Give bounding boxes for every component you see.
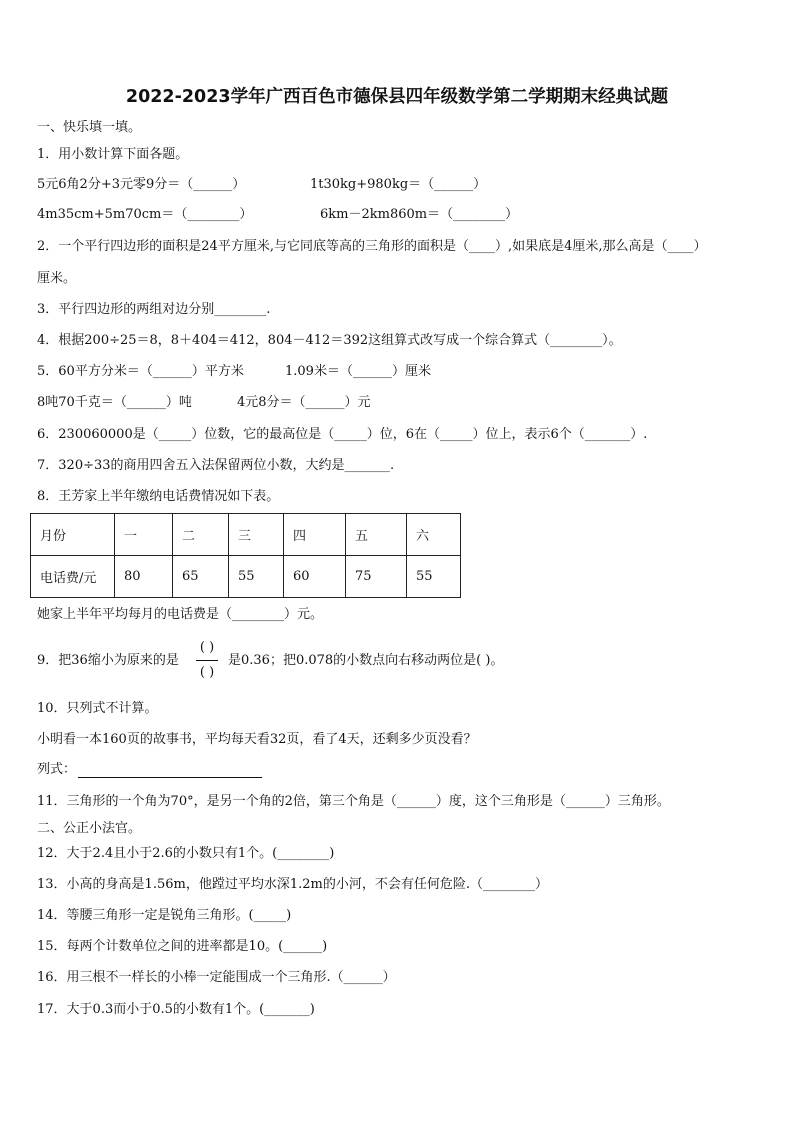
section-heading-judge: 二、公正小法官。 bbox=[37, 821, 142, 836]
question-1c: 4m35cm+5m70cm＝（________） bbox=[37, 207, 253, 222]
question-13: 13．小高的身高是1.56m，他蹚过平均水深1.2m的小河，不会有任何危险.（________） bbox=[37, 877, 548, 892]
question-9-suffix: 是0.36；把0.078的小数点向右移动两位是( )。 bbox=[228, 653, 504, 668]
question-2-line2: 厘米。 bbox=[37, 271, 77, 286]
table-header-row bbox=[31, 514, 461, 556]
question-8-followup: 她家上半年平均每月的电话费是（________）元。 bbox=[37, 607, 324, 622]
section-heading-fill-in: 一、快乐填一填。 bbox=[37, 120, 142, 135]
table-cell: 55 bbox=[229, 556, 284, 598]
table-cell: 电话费/元 bbox=[31, 556, 115, 598]
fraction-blank bbox=[193, 639, 221, 683]
fraction-denominator: ( ) bbox=[199, 665, 215, 680]
question-10-stem: 10．只列式不计算。 bbox=[37, 701, 158, 716]
question-10-problem: 小明看一本160页的故事书，平均每天看32页，看了4天，还剩多少页没看？ bbox=[37, 732, 477, 747]
question-9-prefix: 9．把36缩小为原来的是 bbox=[37, 653, 179, 668]
question-16: 16．用三根不一样长的小棒一定能围成一个三角形.（______） bbox=[37, 970, 396, 985]
table-cell: 三 bbox=[229, 514, 284, 556]
question-14: 14．等腰三角形一定是锐角三角形。(_____) bbox=[37, 908, 292, 923]
table-row bbox=[31, 556, 461, 598]
question-5b: 1.09米＝（______）厘米 bbox=[285, 364, 431, 379]
table-cell: 65 bbox=[173, 556, 229, 598]
question-5c: 8吨70千克＝（______）吨 bbox=[37, 395, 192, 410]
question-6: 6．230060000是（_____）位数，它的最高位是（_____）位，6在（_____）位上，表示6个（_______）. bbox=[37, 427, 648, 442]
answer-line bbox=[78, 777, 262, 778]
question-15: 15．每两个计数单位之间的进率都是10。(______) bbox=[37, 939, 328, 954]
table-cell: 四 bbox=[284, 514, 346, 556]
question-1d: 6km－2km860m＝（________） bbox=[320, 207, 519, 222]
table-cell: 60 bbox=[284, 556, 346, 598]
fraction-bar bbox=[196, 660, 218, 661]
question-1b: 1t30kg+980kg＝（______） bbox=[310, 177, 487, 192]
question-1a: 5元6角2分+3元零9分＝（______） bbox=[37, 177, 246, 192]
question-10-label: 列式： bbox=[37, 762, 77, 777]
question-1-stem: 1．用小数计算下面各题。 bbox=[37, 147, 189, 162]
table-cell: 月份 bbox=[31, 514, 115, 556]
question-3: 3．平行四边形的两组对边分别________. bbox=[37, 302, 271, 317]
question-2-line1: 2．一个平行四边形的面积是24平方厘米,与它同底等高的三角形的面积是（____）,如果底是4厘米,那么高是（____） bbox=[37, 239, 707, 254]
question-11: 11．三角形的一个角为70°，是另一个角的2倍，第三个角是（______）度，这个三角形是（______）三角形。 bbox=[37, 794, 670, 809]
question-4: 4．根据200÷25＝8，8＋404＝412，804－412＝392这组算式改写成一个综合算式（________）。 bbox=[37, 333, 622, 348]
table-cell: 五 bbox=[346, 514, 407, 556]
page-title: 2022-2023学年广西百色市德保县四年级数学第二学期期末经典试题 bbox=[125, 87, 669, 107]
question-7: 7．320÷33的商用四舍五入法保留两位小数，大约是_______. bbox=[37, 458, 395, 473]
question-5d: 4元8分＝（______）元 bbox=[237, 395, 371, 410]
table-cell: 80 bbox=[115, 556, 173, 598]
question-12: 12．大于2.4且小于2.6的小数只有1个。(________) bbox=[37, 846, 335, 861]
table-cell: 六 bbox=[407, 514, 461, 556]
table-cell: 55 bbox=[407, 556, 461, 598]
table-cell: 二 bbox=[173, 514, 229, 556]
table-cell: 75 bbox=[346, 556, 407, 598]
phone-fee-table bbox=[30, 513, 461, 598]
fraction-numerator: ( ) bbox=[199, 640, 215, 655]
table-cell: 一 bbox=[115, 514, 173, 556]
question-17: 17．大于0.3而小于0.5的小数有1个。(_______) bbox=[37, 1002, 315, 1017]
question-5a: 5．60平方分米＝（______）平方米 bbox=[37, 364, 244, 379]
question-8-stem: 8．王芳家上半年缴纳电话费情况如下表。 bbox=[37, 489, 280, 504]
